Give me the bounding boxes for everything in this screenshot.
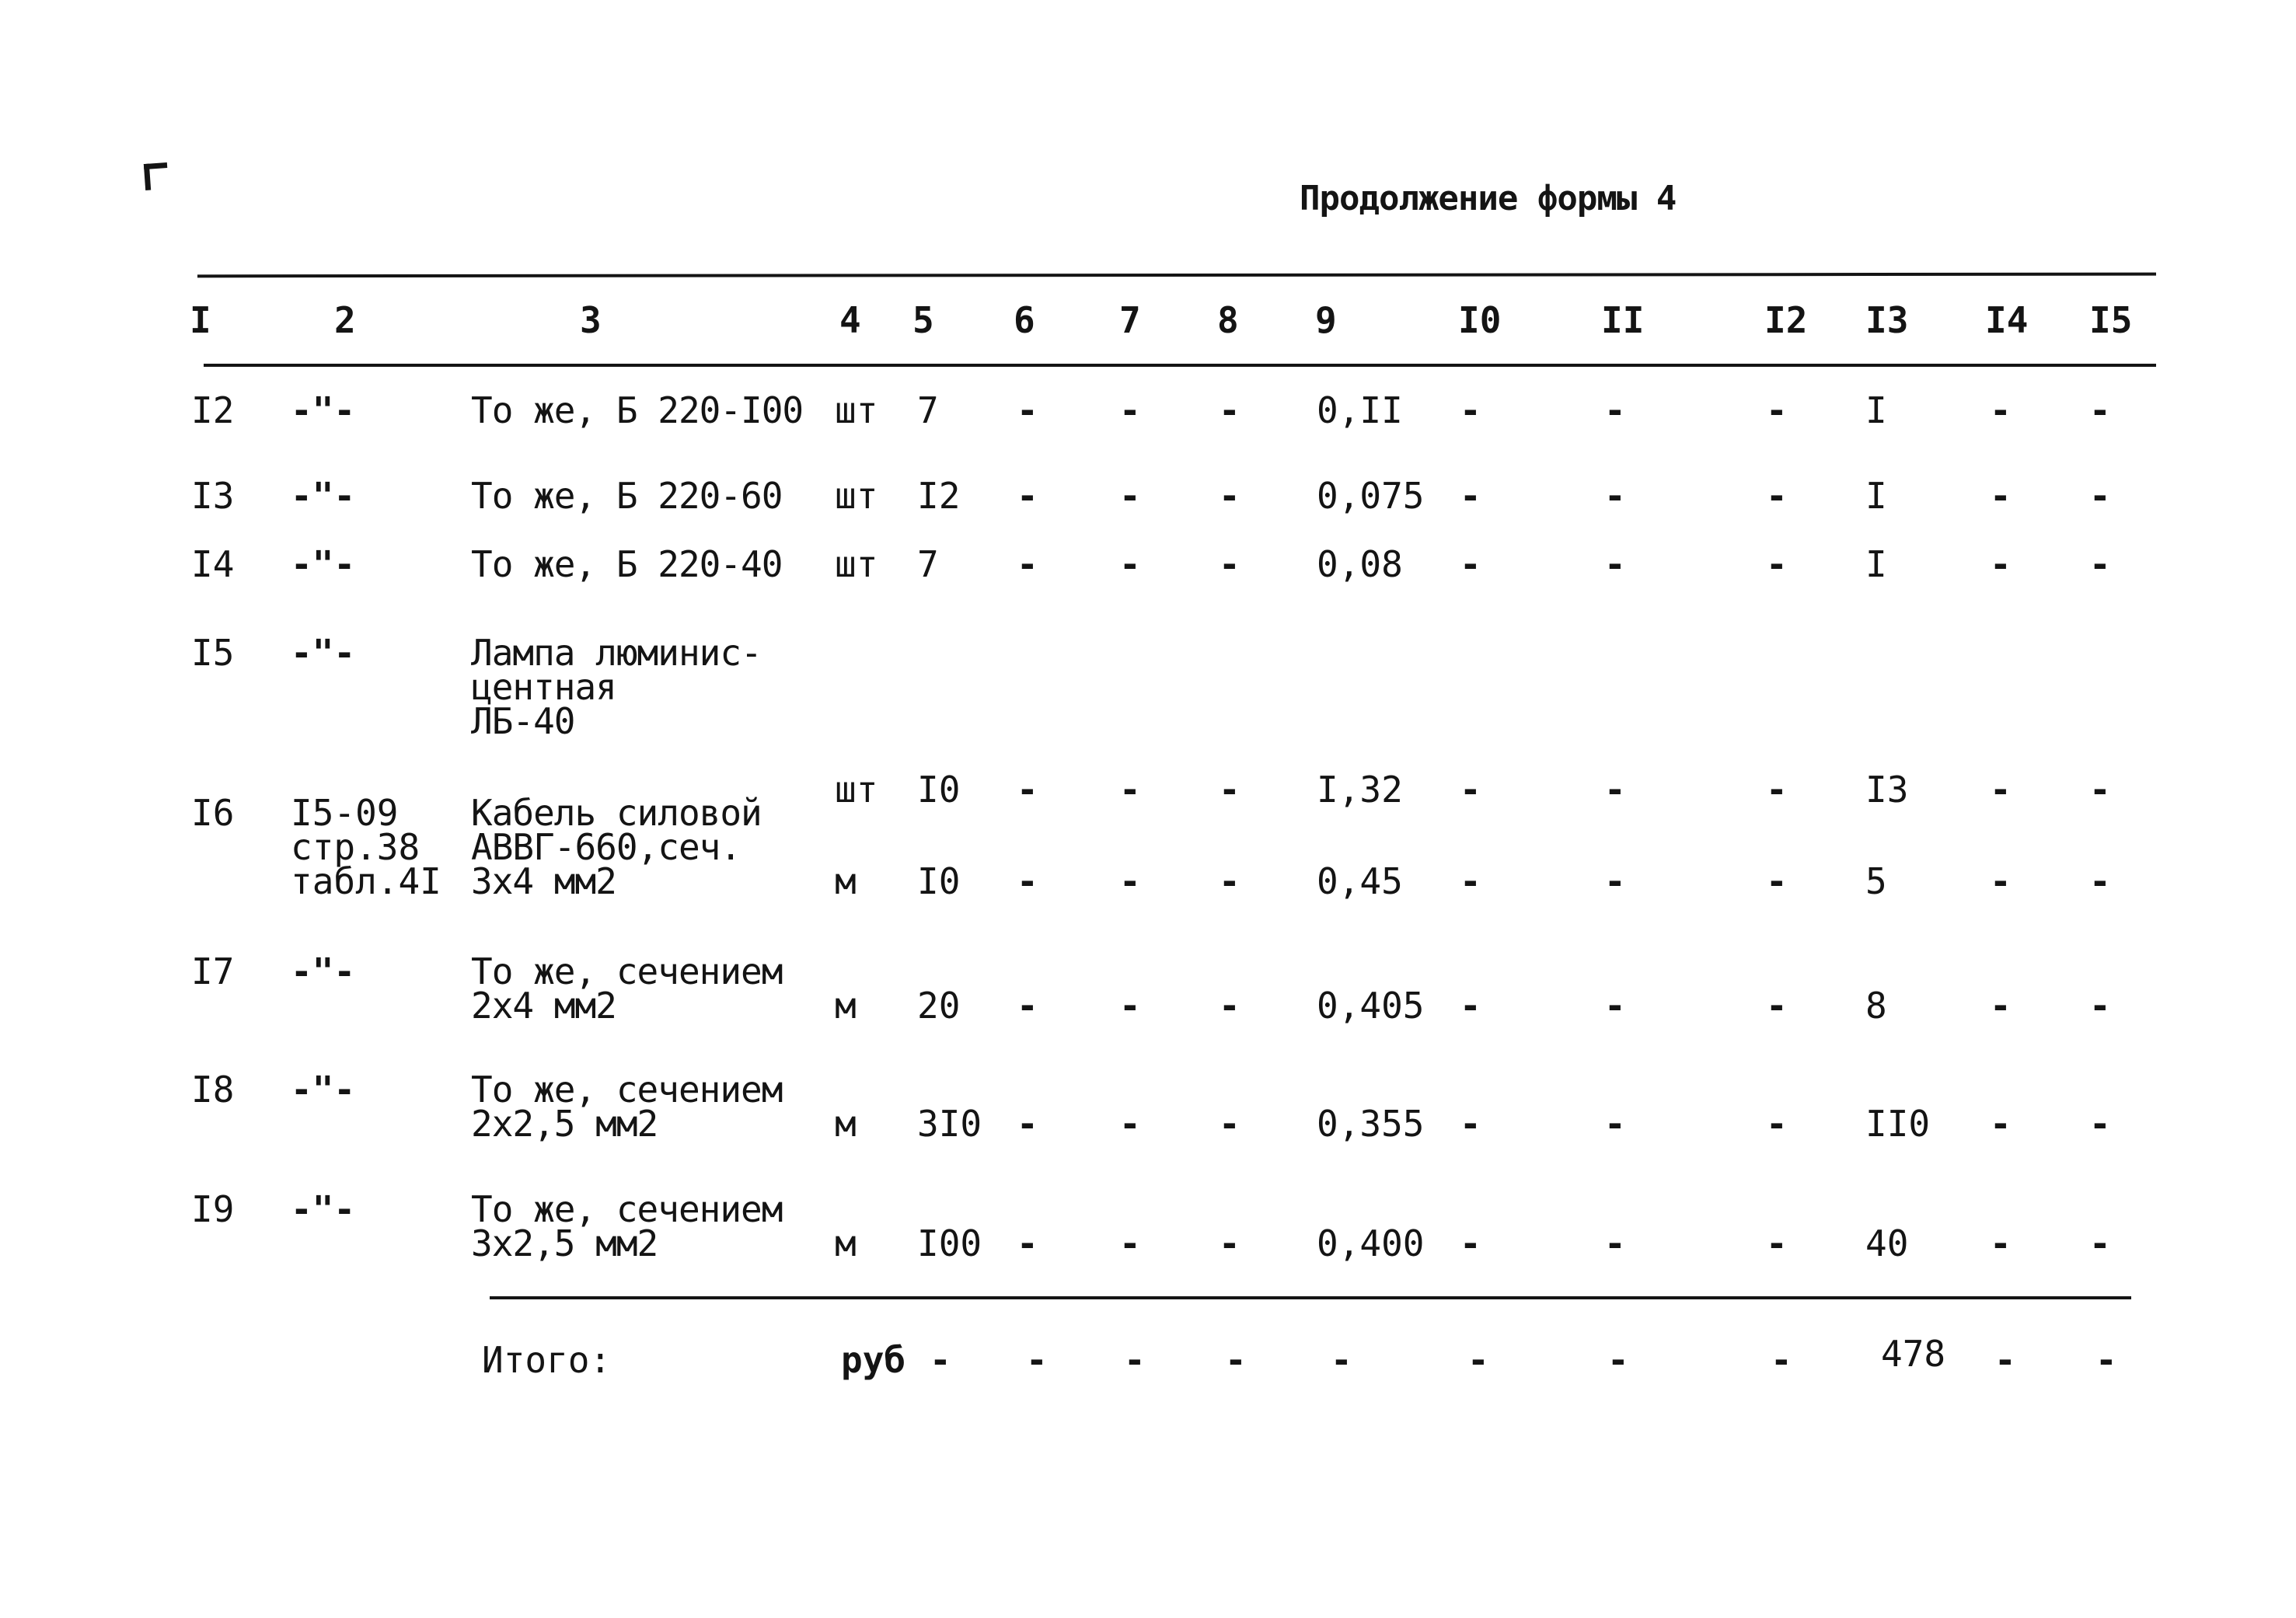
cell-c15: -	[2089, 475, 2111, 517]
cell-c8: -	[1219, 860, 1240, 902]
cell-c12: -	[1766, 475, 1788, 517]
cell-qty: 7	[917, 543, 939, 585]
cell-c8: -	[1219, 769, 1240, 811]
header-cell-7: 7	[1119, 299, 1141, 341]
cell-unit: шт	[835, 543, 878, 585]
header-cell-5: 5	[912, 299, 934, 341]
cell-c7: -	[1119, 475, 1141, 517]
total-cell: -	[1225, 1339, 1247, 1381]
total-cell: -	[1026, 1339, 1048, 1381]
cell-name: То же, сечением 2х4 мм2	[471, 950, 783, 1027]
cell-no: I5	[191, 632, 235, 674]
cell-c11: -	[1604, 389, 1626, 431]
cell-no: I2	[191, 389, 235, 431]
cell-c15: -	[2089, 860, 2111, 902]
cell-source: -"-	[291, 389, 356, 431]
header-cell-14: I4	[1985, 299, 2029, 341]
cell-no: I3	[191, 475, 235, 517]
cell-c6: -	[1017, 1222, 1038, 1264]
cell-c14: -	[1990, 769, 2012, 811]
cell-name: То же, сечением 2х2,5 мм2	[471, 1069, 783, 1145]
cell-c10: -	[1460, 389, 1481, 431]
cell-c15: -	[2089, 1103, 2111, 1145]
cell-total: 40	[1865, 1222, 1909, 1264]
cell-unit: м	[835, 1222, 857, 1264]
table-header-rule	[204, 364, 2156, 367]
total-cell: -	[1771, 1339, 1792, 1381]
cell-c14: -	[1990, 860, 2012, 902]
cell-total: I	[1865, 475, 1887, 517]
cell-c6: -	[1017, 985, 1038, 1027]
cell-c11: -	[1604, 1103, 1626, 1145]
cell-source: -"-	[291, 950, 356, 992]
cell-name: То же, сечением 3х2,5 мм2	[471, 1188, 783, 1264]
header-cell-2: 2	[334, 299, 356, 341]
header-cell-15: I5	[2089, 299, 2133, 341]
cell-c10: -	[1460, 1222, 1481, 1264]
cell-c11: -	[1604, 769, 1626, 811]
cell-c11: -	[1604, 543, 1626, 585]
cell-price: 0,355	[1317, 1103, 1425, 1145]
cell-c12: -	[1766, 1103, 1788, 1145]
cell-unit: м	[835, 985, 857, 1027]
cell-price: I,32	[1317, 769, 1403, 811]
cell-name: То же, Б 220-40	[471, 543, 783, 585]
header-cell-6: 6	[1014, 299, 1035, 341]
cell-qty: I2	[917, 475, 961, 517]
cell-c14: -	[1990, 985, 2012, 1027]
cell-c6: -	[1017, 389, 1038, 431]
header-cell-13: I3	[1865, 299, 1909, 341]
cell-c7: -	[1119, 1222, 1141, 1264]
cell-qty: I00	[917, 1222, 982, 1264]
cell-c14: -	[1990, 1103, 2012, 1145]
cell-c11: -	[1604, 860, 1626, 902]
cell-c12: -	[1766, 389, 1788, 431]
cell-c12: -	[1766, 860, 1788, 902]
cell-c11: -	[1604, 1222, 1626, 1264]
cell-no: I6	[191, 792, 235, 834]
cell-price: 0,075	[1317, 475, 1425, 517]
cell-c15: -	[2089, 543, 2111, 585]
header-cell-8: 8	[1217, 299, 1239, 341]
header-cell-10: I0	[1458, 299, 1502, 341]
cell-c10: -	[1460, 1103, 1481, 1145]
cell-price: 0,45	[1317, 860, 1403, 902]
cell-c7: -	[1119, 769, 1141, 811]
cell-c14: -	[1990, 475, 2012, 517]
cell-source: -"-	[291, 632, 356, 674]
cell-no: I4	[191, 543, 235, 585]
cell-total: II0	[1865, 1103, 1931, 1145]
cell-c6: -	[1017, 543, 1038, 585]
cell-total: 5	[1865, 860, 1887, 902]
cell-c12: -	[1766, 543, 1788, 585]
cell-price: 0,400	[1317, 1222, 1425, 1264]
corner-mark	[144, 162, 169, 190]
header-cell-11: II	[1601, 299, 1645, 341]
header-cell-3: 3	[580, 299, 602, 341]
header-cell-1: I	[190, 299, 211, 341]
cell-c12: -	[1766, 985, 1788, 1027]
header-cell-4: 4	[839, 299, 861, 341]
cell-name: То же, Б 220-I00	[471, 389, 804, 431]
cell-c10: -	[1460, 769, 1481, 811]
cell-c7: -	[1119, 543, 1141, 585]
cell-c15: -	[2089, 769, 2111, 811]
cell-unit: шт	[835, 475, 878, 517]
cell-source: -"-	[291, 1069, 356, 1111]
total-cell: -	[930, 1339, 951, 1381]
total-cell: -	[1607, 1339, 1629, 1381]
cell-no: I7	[191, 950, 235, 992]
cell-c6: -	[1017, 475, 1038, 517]
cell-c14: -	[1990, 1222, 2012, 1264]
cell-name: То же, Б 220-60	[471, 475, 783, 517]
cell-c14: -	[1990, 543, 2012, 585]
total-cell: -	[1331, 1339, 1352, 1381]
cell-c15: -	[2089, 1222, 2111, 1264]
cell-qty: 3I0	[917, 1103, 982, 1145]
total-label: Итого:	[482, 1339, 612, 1381]
cell-c10: -	[1460, 985, 1481, 1027]
cell-c7: -	[1119, 985, 1141, 1027]
cell-price: 0,405	[1317, 985, 1425, 1027]
cell-name: Кабель силовой АВВГ-660,сеч. 3х4 мм2	[471, 792, 762, 902]
cell-c8: -	[1219, 543, 1240, 585]
cell-unit: шт	[835, 769, 878, 811]
table-top-rule	[197, 273, 2156, 278]
cell-source: -"-	[291, 475, 356, 517]
cell-c10: -	[1460, 860, 1481, 902]
cell-price: 0,II	[1317, 389, 1403, 431]
cell-c8: -	[1219, 1222, 1240, 1264]
total-unit: руб	[841, 1339, 906, 1381]
cell-c10: -	[1460, 475, 1481, 517]
cell-qty: 20	[917, 985, 961, 1027]
total-cell: -	[1124, 1339, 1146, 1381]
cell-unit: м	[835, 1103, 857, 1145]
cell-c14: -	[1990, 389, 2012, 431]
cell-unit: м	[835, 860, 857, 902]
cell-c15: -	[2089, 985, 2111, 1027]
cell-qty: I0	[917, 860, 961, 902]
form-caption: Продолжение формы 4	[1300, 179, 1677, 218]
cell-c7: -	[1119, 389, 1141, 431]
cell-c8: -	[1219, 1103, 1240, 1145]
cell-total: I	[1865, 389, 1887, 431]
cell-unit: шт	[835, 389, 878, 431]
table-total-rule	[490, 1296, 2131, 1299]
cell-source: -"-	[291, 543, 356, 585]
header-cell-12: I2	[1764, 299, 1808, 341]
cell-c7: -	[1119, 1103, 1141, 1145]
cell-no: I8	[191, 1069, 235, 1111]
cell-c12: -	[1766, 769, 1788, 811]
cell-total: 8	[1865, 985, 1887, 1027]
cell-price: 0,08	[1317, 543, 1403, 585]
cell-qty: 7	[917, 389, 939, 431]
cell-c8: -	[1219, 985, 1240, 1027]
cell-c7: -	[1119, 860, 1141, 902]
cell-c15: -	[2089, 389, 2111, 431]
cell-total: I3	[1865, 769, 1909, 811]
cell-no: I9	[191, 1188, 235, 1230]
cell-c6: -	[1017, 860, 1038, 902]
cell-name: Лампа люминис- центная ЛБ-40	[471, 632, 762, 742]
cell-source: -"-	[291, 1188, 356, 1230]
total-cell: -	[1994, 1339, 2016, 1381]
cell-c11: -	[1604, 475, 1626, 517]
cell-c12: -	[1766, 1222, 1788, 1264]
total-cell: -	[1467, 1339, 1489, 1381]
cell-c6: -	[1017, 769, 1038, 811]
cell-c11: -	[1604, 985, 1626, 1027]
cell-c10: -	[1460, 543, 1481, 585]
cell-c8: -	[1219, 389, 1240, 431]
cell-source: I5-09 стр.38 табл.4I	[291, 792, 441, 902]
total-cell: -	[2095, 1339, 2117, 1381]
cell-qty: I0	[917, 769, 961, 811]
total-cell: 478	[1881, 1333, 1946, 1375]
cell-c6: -	[1017, 1103, 1038, 1145]
cell-total: I	[1865, 543, 1887, 585]
cell-c8: -	[1219, 475, 1240, 517]
header-cell-9: 9	[1315, 299, 1337, 341]
